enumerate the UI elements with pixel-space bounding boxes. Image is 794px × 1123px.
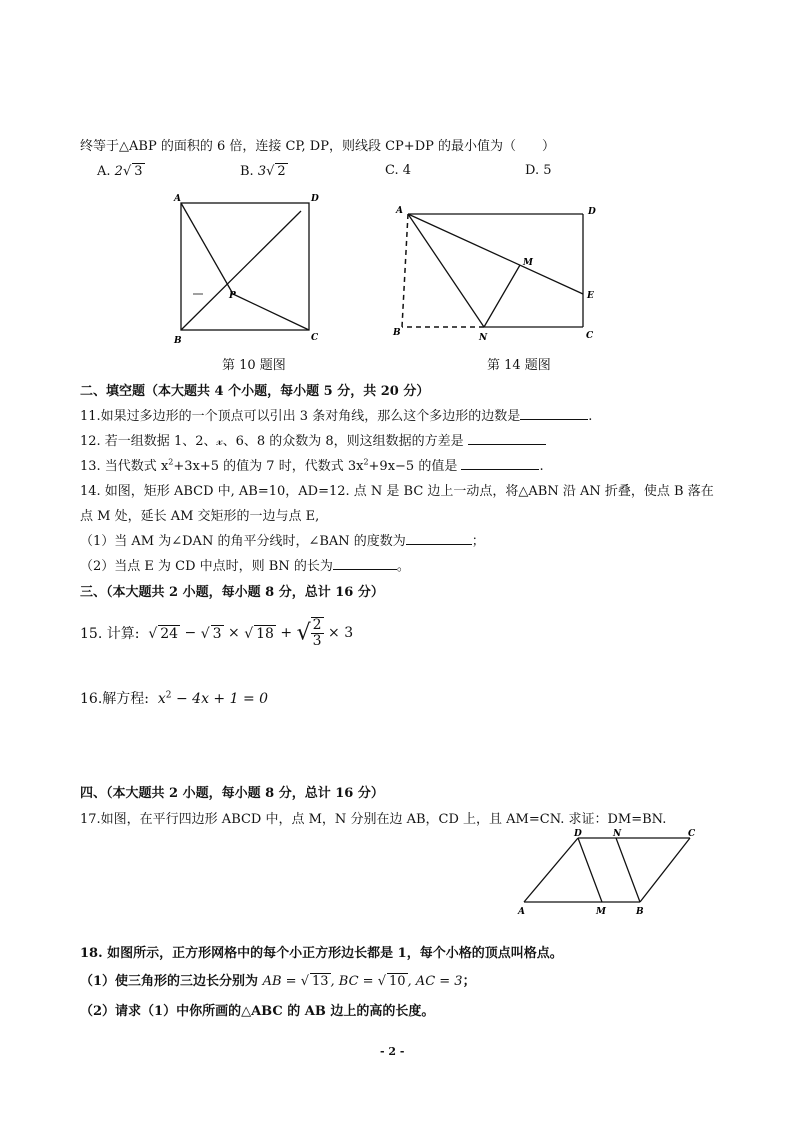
fig17-label-b: B — [636, 907, 644, 916]
q17: 17.如图，在平行四边形 ABCD 中，点 M，N 分别在边 AB，CD 上，且 AM=CN. 求证：DM=BN. — [80, 812, 667, 827]
q14-part-2: （2）当点 E 为 CD 中点时，则 BN 的长为 。 — [80, 559, 410, 574]
q14-line-1: 14. 如图，矩形 ABCD 中, AB=10，AD=12. 点 N 是 BC 边上一动点，将△ABN 沿 AN 折叠，使点 B 落在 — [80, 484, 714, 499]
q12: 12. 若一组数据 1、2、𝓍、6、8 的众数为 8，则这组数据的方差是 — [80, 430, 546, 449]
fig17-label-n: N — [613, 829, 622, 839]
fig10-label-a: A — [174, 194, 181, 204]
fig17-label-c: C — [688, 829, 696, 839]
q13-answer-blank[interactable] — [461, 457, 539, 470]
q14-part2-answer-blank[interactable] — [333, 557, 397, 570]
q15: 15. 计算: √ 24 − √ 3 × √ 18 + √ $\frac{2}{3}$ × 3 — [80, 617, 354, 649]
q16: 16.解方程: $x^2 - 4x + 1 = 0$ — [80, 690, 269, 707]
fig10-label-c: C — [311, 333, 319, 343]
figure-10 — [165, 190, 325, 350]
q14-part-1: （1）当 AM 为∠DAN 的角平分线时，∠BAN 的度数为 ； — [80, 534, 485, 549]
fig14-label-a: A — [396, 206, 403, 216]
figure-14 — [390, 198, 605, 348]
q13: 13. 当代数式 $x^2+3x+5$ 的值为 7 时，代数式 $3x^2+9x-5$ 的值是 . — [80, 457, 544, 474]
q11: 11.如果过多边形的一个顶点可以引出 3 条对角线，那么这个多边形的边数是 . — [80, 409, 593, 424]
section-3-heading: 三、（本大题共 2 小题，每小题 8 分，总计 16 分） — [80, 585, 384, 600]
q18-part-1: （1）使三角形的三边长分别为 AB = √ 13 , BC = √ 10 , AC = 3； — [80, 974, 476, 989]
section-4-heading: 四、（本大题共 2 小题，每小题 8 分，总计 16 分） — [80, 786, 384, 801]
q10-option-d: D. 5 — [525, 163, 552, 178]
fig17-label-m: M — [596, 907, 606, 916]
q18-part-2: （2）请求（1）中你所画的△ABC 的 AB 边上的高的长度。 — [80, 1004, 435, 1019]
q12-answer-blank[interactable] — [468, 432, 546, 445]
fig14-label-e: E — [587, 291, 594, 301]
fig17-label-a: A — [518, 907, 525, 916]
fig10-label-d: D — [311, 194, 319, 204]
figure-17 — [510, 826, 705, 916]
fig10-label-b: B — [174, 336, 182, 346]
fig14-caption: 第 14 题图 — [487, 358, 551, 373]
section-2-heading: 二、填空题（本大题共 4 个小题，每小题 5 分，共 20 分） — [80, 384, 430, 399]
q10-option-a: A. 2√ 3 — [97, 164, 143, 179]
fig10-caption: 第 10 题图 — [222, 358, 286, 373]
q18-line-1: 18. 如图所示，正方形网格中的每个小正方形边长都是 1，每个小格的顶点叫格点。 — [80, 946, 563, 961]
q10-option-c: C. 4 — [385, 163, 412, 178]
q10-stem: 终等于△ABP 的面积的 6 倍，连接 CP, DP，则线段 CP+DP 的最小值为（ ） — [80, 139, 556, 154]
q11-answer-blank[interactable] — [520, 407, 588, 420]
q14-part1-answer-blank[interactable] — [406, 532, 472, 545]
fig17-label-d: D — [574, 829, 582, 839]
page-number: - 2 - — [380, 1045, 405, 1058]
q14-line-2: 点 M 处，延长 AM 交矩形的一边与点 E, — [80, 509, 320, 524]
fig14-label-c: C — [586, 331, 594, 341]
fig14-label-b: B — [393, 328, 401, 338]
fig14-label-d: D — [588, 207, 596, 217]
fig14-label-m: M — [523, 258, 533, 268]
fig14-label-n: N — [479, 333, 488, 343]
fig10-label-p: P — [229, 291, 236, 301]
q10-option-b: B. 3√ 2 — [240, 164, 286, 179]
